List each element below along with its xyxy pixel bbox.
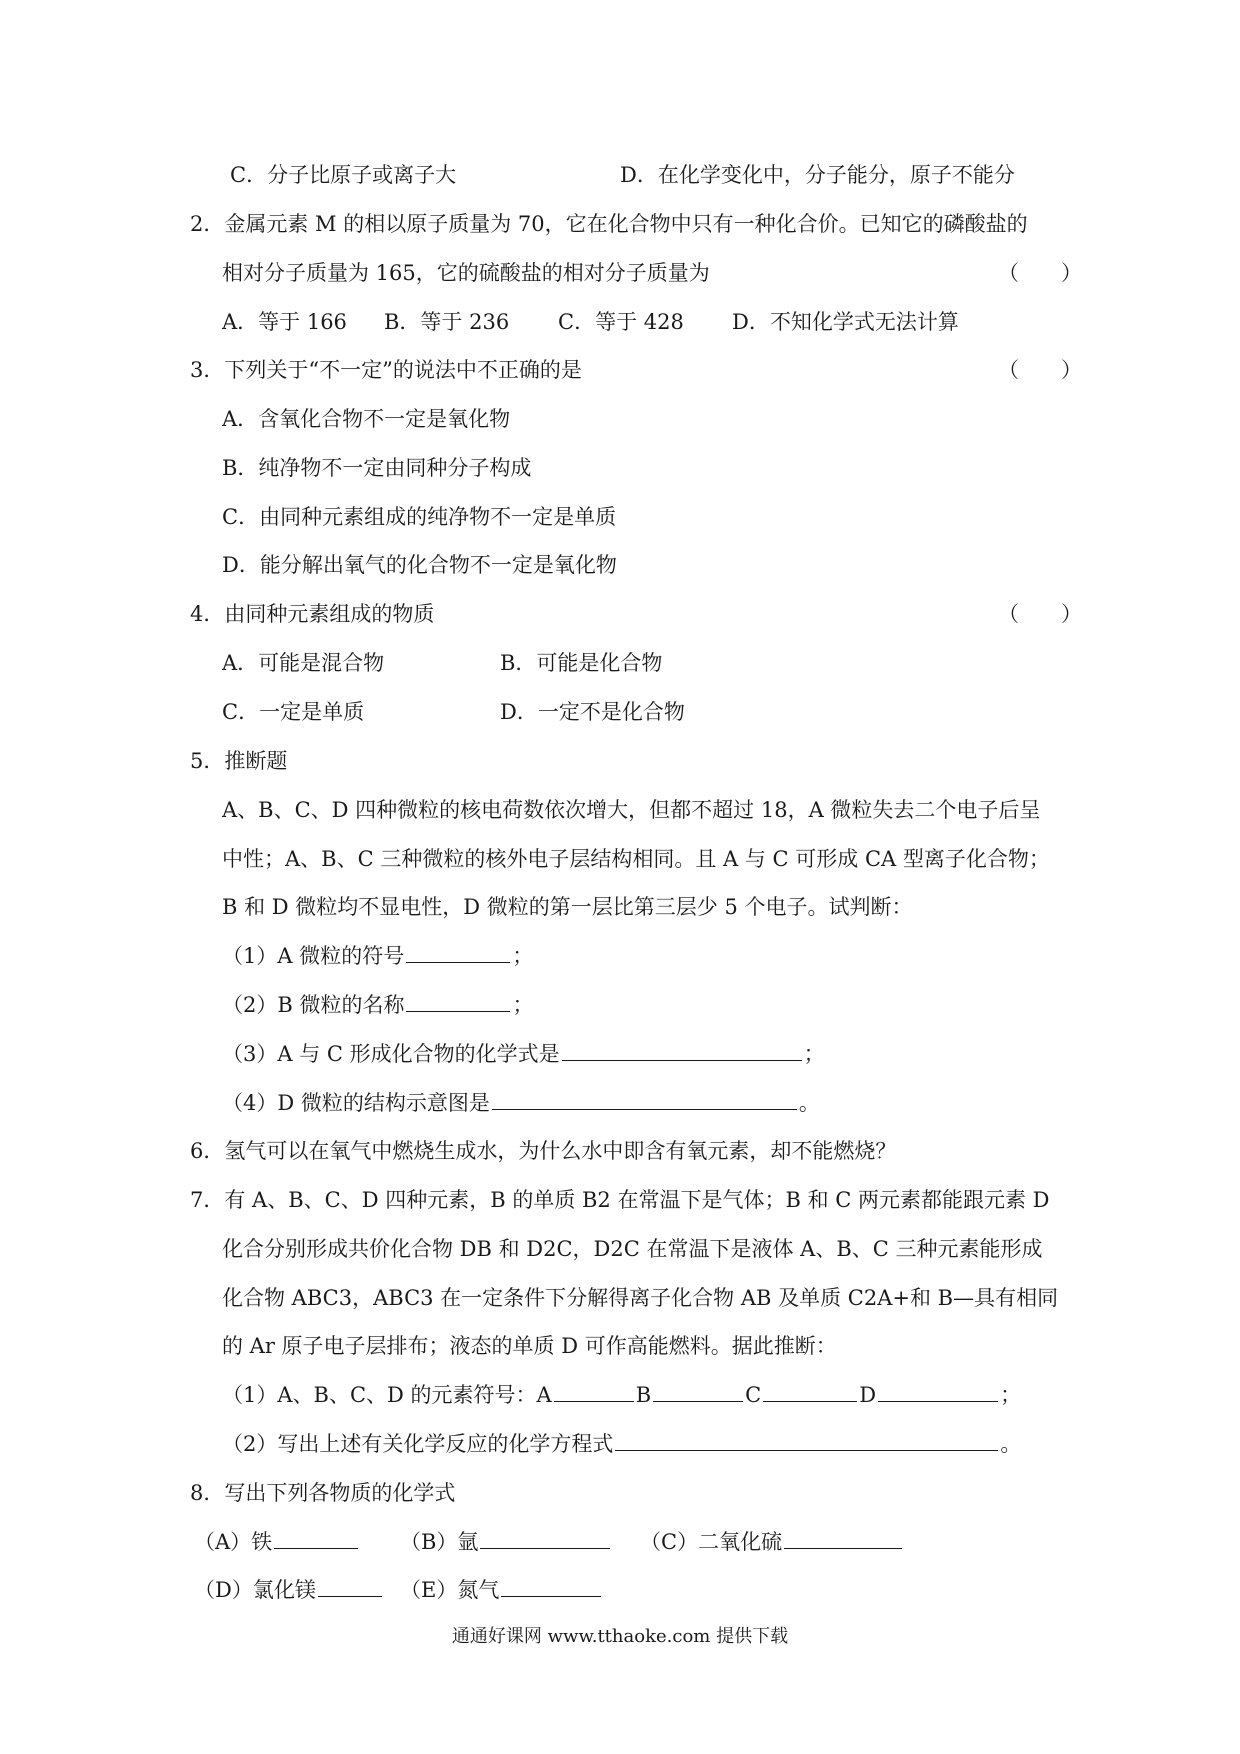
q5-s2-end: ； (512, 993, 534, 1017)
q7-stem-line3: 化合物 ABC3，ABC3 在一定条件下分解得离子化合物 AB 及单质 C2A+和 B—具有相同 (222, 1286, 1059, 1310)
q5-passage-line3: B 和 D 微粒均不显电性，D 微粒的第一层比第三层少 5 个电子。试判断： (222, 895, 913, 919)
q7-s1-b-label: B (635, 1383, 652, 1407)
q5-subquestion-2 (222, 990, 533, 1020)
q7-s1-c-label: C (745, 1383, 762, 1407)
q4-option-d: D．一定不是化合物 (500, 700, 685, 724)
q7-subquestion-2 (222, 1429, 1021, 1459)
q2-option-d: D．不知化学式无法计算 (732, 310, 959, 334)
q5-s1-answer-blank[interactable] (406, 942, 510, 963)
q8-stem: 8．写出下列各物质的化学式 (190, 1481, 456, 1505)
q3-option-b: B．纯净物不一定由同种分子构成 (222, 456, 532, 480)
q5-s3-label: （3）A 与 C 形成化合物的化学式是 (222, 1042, 560, 1066)
q3-stem: 3．下列关于“不一定”的说法中不正确的是 (190, 358, 582, 382)
q7-answer-blank-b[interactable] (653, 1381, 743, 1402)
q4-stem: 4．由同种元素组成的物质 (190, 602, 435, 626)
q8-item-c (640, 1527, 904, 1557)
q5-s2-answer-blank[interactable] (406, 991, 510, 1012)
q5-s4-end: 。 (798, 1091, 820, 1115)
q7-stem-line4: 的 Ar 原子电子层排布；液态的单质 D 可作高能燃料。据此推断： (222, 1334, 837, 1358)
q7-stem-line1: 7．有 A、B、C、D 四种元素，B 的单质 B2 在常温下是气体；B 和 C 两元素都能跟元素 D (190, 1188, 1050, 1212)
q4-option-a: A．可能是混合物 (222, 651, 385, 675)
q7-answer-blank-d[interactable] (878, 1381, 998, 1402)
q7-s2-end: 。 (1000, 1432, 1022, 1456)
q7-s1-d-label: D (859, 1383, 877, 1407)
q8-b-answer-blank[interactable] (480, 1528, 610, 1549)
q3-option-c: C．由同种元素组成的纯净物不一定是单质 (222, 505, 617, 529)
q8-e-answer-blank[interactable] (501, 1576, 601, 1597)
q8-a-label: （A）铁 (194, 1530, 273, 1554)
q4-option-b: B．可能是化合物 (500, 651, 663, 675)
q8-item-a (194, 1527, 360, 1557)
q7-s2-answer-blank[interactable] (615, 1430, 998, 1451)
q3-option-d: D．能分解出氧气的化合物不一定是氧化物 (222, 553, 617, 577)
q6-stem: 6．氢气可以在氧气中燃烧生成水，为什么水中即含有氧元素，却不能燃烧？ (190, 1139, 897, 1163)
q8-e-label: （E）氮气 (400, 1578, 500, 1602)
q5-s4-answer-blank[interactable] (492, 1089, 797, 1110)
q2-option-a: A．等于 166 (222, 310, 347, 334)
q7-s1-end: ； (1000, 1383, 1022, 1407)
q3-option-a: A．含氧化合物不一定是氧化物 (222, 407, 511, 431)
q7-s2-label: （2）写出上述有关化学反应的化学方程式 (222, 1432, 614, 1456)
q8-d-answer-blank[interactable] (318, 1576, 382, 1597)
q3-answer-paren: （ ） (998, 358, 1082, 382)
q8-b-label: （B）氩 (400, 1530, 479, 1554)
q5-subquestion-3 (222, 1039, 825, 1069)
q4-answer-paren: （ ） (998, 602, 1082, 626)
q5-passage-line1: A、B、C、D 四种微粒的核电荷数依次增大，但都不超过 18，A 微粒失去二个电子后呈 (222, 798, 1041, 822)
q8-d-label: （D）氯化镁 (194, 1578, 316, 1602)
q1-option-d: D．在化学变化中，分子能分，原子不能分 (620, 163, 1015, 187)
q7-subquestion-1 (222, 1380, 1021, 1410)
q5-s3-end: ； (803, 1042, 825, 1066)
q8-a-answer-blank[interactable] (274, 1528, 358, 1549)
q8-item-e (400, 1575, 603, 1605)
q5-s3-answer-blank[interactable] (562, 1040, 802, 1061)
q5-subquestion-4 (222, 1088, 820, 1118)
q7-s1-label: （1）A、B、C、D 的元素符号：A (222, 1383, 552, 1407)
q7-stem-line2: 化合分别形成共价化合物 DB 和 D2C，D2C 在常温下是液体 A、B、C 三种元素能形成 (222, 1237, 1043, 1261)
q4-option-c: C．一定是单质 (222, 700, 365, 724)
q8-item-b (400, 1527, 612, 1557)
q2-answer-paren: （ ） (998, 261, 1082, 285)
q5-stem: 5．推断题 (190, 749, 288, 773)
q5-passage-line2: 中性；A、B、C 三种微粒的核外电子层结构相同。且 A 与 C 可形成 CA 型离子化合物； (222, 847, 1050, 871)
q8-c-answer-blank[interactable] (784, 1528, 902, 1549)
q2-option-b: B．等于 236 (384, 310, 510, 334)
page-footer: 通通好课网 www.tthaoke.com 提供下载 (451, 1626, 789, 1647)
q2-stem-line2: 相对分子质量为 165，它的硫酸盐的相对分子质量为 (222, 261, 710, 285)
q8-c-label: （C）二氧化硫 (640, 1530, 783, 1554)
q2-stem-line1: 2．金属元素 M 的相以原子质量为 70，它在化合物中只有一种化合价。已知它的磷酸盐的 (190, 212, 1028, 236)
q2-option-c: C．等于 428 (558, 310, 684, 334)
q5-s1-label: （1）A 微粒的符号 (222, 944, 405, 968)
q7-answer-blank-c[interactable] (763, 1381, 857, 1402)
q5-s4-label: （4）D 微粒的结构示意图是 (222, 1091, 490, 1115)
q5-s2-label: （2）B 微粒的名称 (222, 993, 405, 1017)
q5-s1-end: ； (512, 944, 534, 968)
q5-subquestion-1 (222, 941, 533, 971)
q1-option-c: C．分子比原子或离子大 (230, 163, 457, 187)
q8-item-d (194, 1575, 384, 1605)
q7-answer-blank-a[interactable] (554, 1381, 634, 1402)
